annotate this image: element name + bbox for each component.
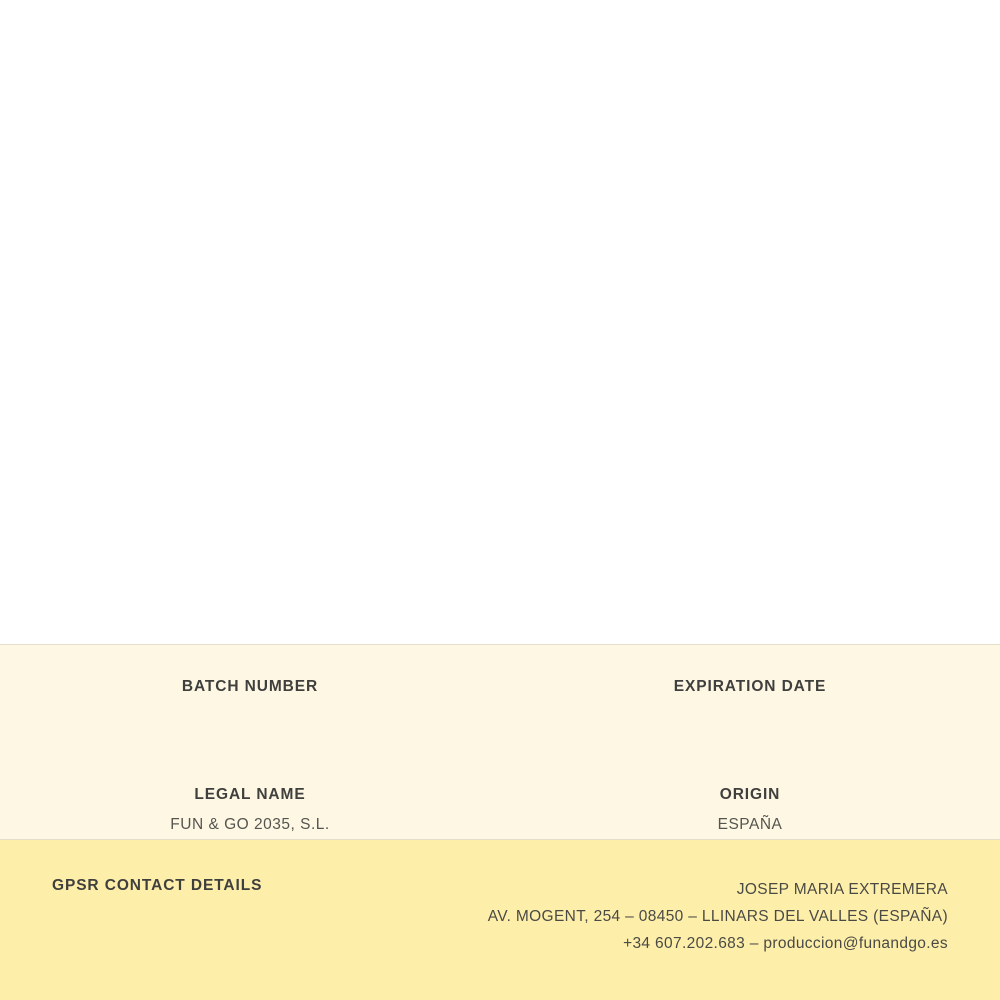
- gpsr-phone-email-line: [488, 930, 948, 957]
- gpsr-email[interactable]: produccion@funandgo.es: [763, 935, 948, 952]
- info-row-batch-expiration: [0, 645, 1000, 717]
- gpsr-phone[interactable]: +34 607.202.683: [623, 935, 746, 952]
- field-expiration-date-value: [500, 697, 1000, 717]
- field-origin: [500, 785, 1000, 835]
- field-expiration-date: [500, 677, 1000, 717]
- field-expiration-date-label: EXPIRATION DATE: [673, 678, 827, 695]
- gpsr-separator: –: [745, 935, 764, 952]
- field-legal-name-label: LEGAL NAME: [194, 786, 306, 803]
- product-info-band: [0, 644, 1000, 840]
- gpsr-details: [488, 876, 948, 957]
- field-legal-name-value: FUN & GO 2035, S.L.: [170, 816, 330, 833]
- field-origin-label: ORIGIN: [719, 786, 781, 803]
- gpsr-contact-band: [0, 840, 1000, 1000]
- gpsr-address: AV. MOGENT, 254 – 08450 – LLINARS DEL VALLES (ESPAÑA): [487, 908, 948, 925]
- field-batch-number-value: [0, 697, 500, 717]
- field-origin-value: ESPAÑA: [717, 816, 783, 833]
- gpsr-title: GPSR CONTACT DETAILS: [52, 877, 263, 894]
- field-batch-number: [0, 677, 500, 717]
- info-row-legal-origin: [0, 717, 1000, 835]
- field-batch-number-label: BATCH NUMBER: [181, 678, 319, 695]
- field-legal-name: [0, 785, 500, 835]
- gpsr-contact-name: JOSEP MARIA EXTREMERA: [736, 881, 948, 898]
